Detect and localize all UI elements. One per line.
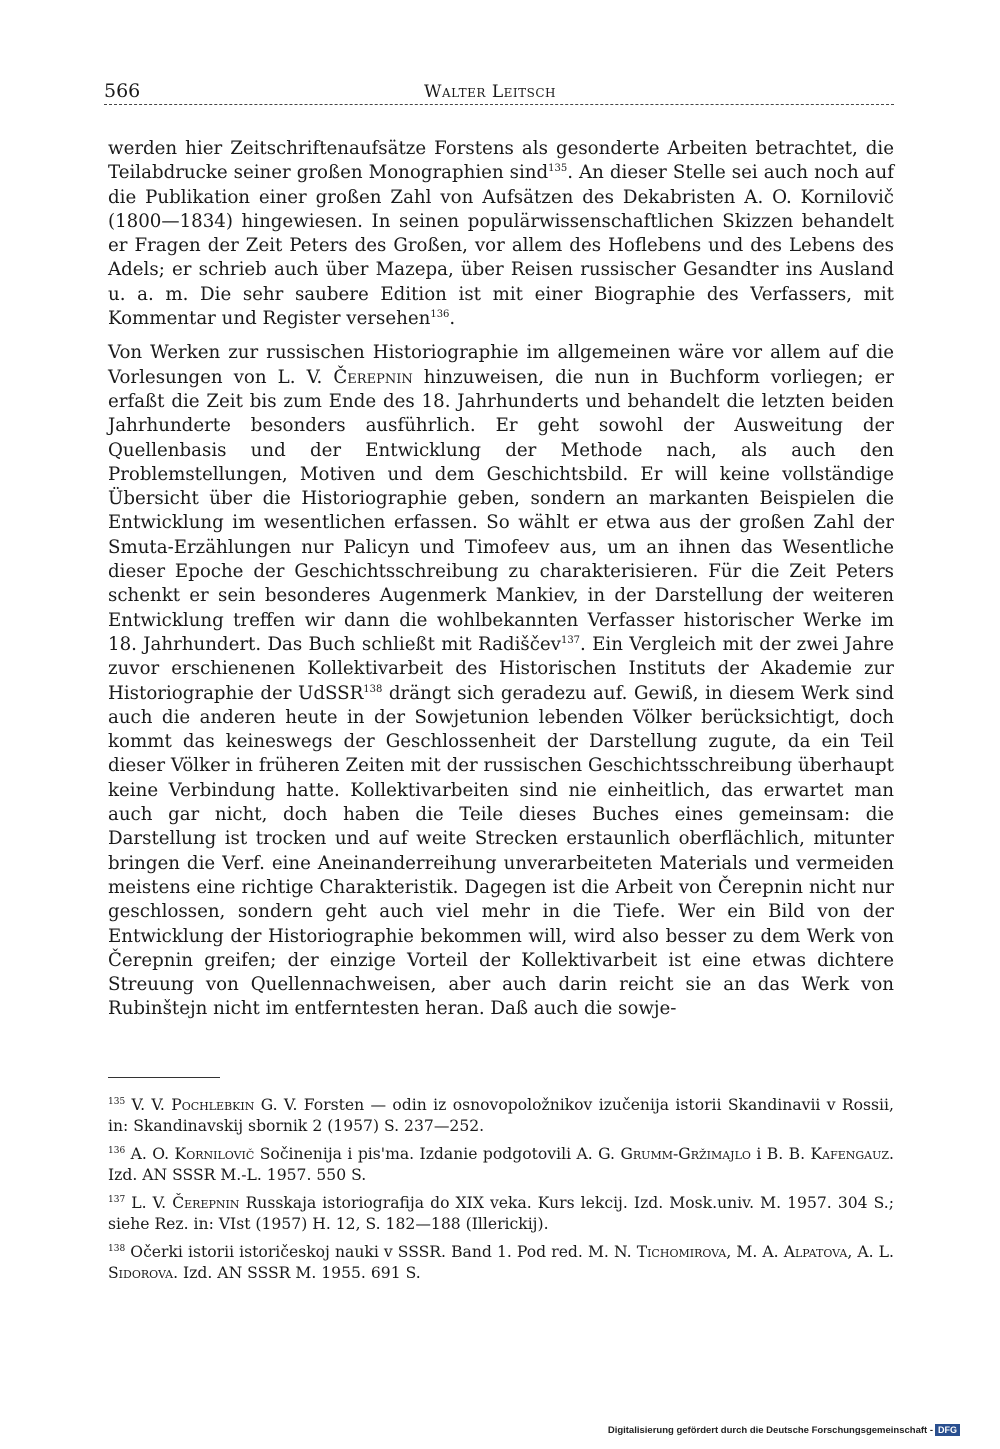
footnote-number: 137 <box>108 1194 126 1205</box>
paragraph-text: . Ein Vergleich mit der zwei Jahre zuvor erschienenen Kollektivarbeit des Historischen Instituts der Akademie zur Historiographie der UdSSR <box>108 633 894 704</box>
footnote-number: 136 <box>108 1145 126 1156</box>
paragraph-text: . <box>449 308 456 330</box>
footnote-ref: 138 <box>363 683 383 695</box>
footnote-text: L. V. <box>131 1194 173 1212</box>
paragraph-text: . An dieser Stelle sei auch noch auf die Publikation einer großen Zahl von Aufsätzen des Dekabristen A. O. Kornilovič (1800—1834) hingewiesen. In seinen populärwissenschaftlichen Skizzen behandelt er Fragen der Zeit Peters des Großen, vor allem des Hoflebens und des Lebens des Adels; er schrieb auch über Mazepa, über Reisen russischer Gesandter ins Ausland u. a. m. Die sehr saubere Edition ist mit einer Biographie des Verfassers, mit Kommentar und Register versehen <box>108 162 894 330</box>
footnote-author: Tichomirova <box>636 1243 727 1261</box>
footnote-author: Kafengauz <box>810 1145 890 1163</box>
footnote-text: Očerki istorii istoričeskoj nauki v SSSR. Band 1. Pod red. M. N. <box>130 1243 637 1261</box>
author-name: Čerepnin <box>333 366 413 388</box>
credit-text: Digitalisierung gefördert durch die Deutsche Forschungsgemeinschaft - <box>607 1425 933 1436</box>
footnote-text: A. O. <box>130 1145 175 1163</box>
footnote <box>108 1242 894 1284</box>
footnote <box>108 1144 894 1186</box>
footnote <box>108 1095 894 1137</box>
digitization-credit <box>608 1424 960 1436</box>
paragraph-text: Von Werken zur russischen Historiographie im allgemeinen wäre vor allem auf die Vorlesungen von L. V. <box>108 342 894 388</box>
footnote-number: 138 <box>108 1243 126 1254</box>
paragraph-text: drängt sich geradezu auf. Gewiß, in diesem Werk sind auch die anderen heute in der Sowjetunion lebenden Völker berücksichtigt, doch kommt das keineswegs der Geschlossenheit der Darstellung zugute, da ein Teil dieser Völker in früheren Zeiten mit der russischen Geschichtsschreibung überhaupt keine Verbindung hatte. Kollektivarbeiten sind nie einheitlich, das erwartet man auch gar nicht, doch haben die Teile dieses Buches eines gemeinsam: die Darstellung ist trocken und auf weite Strecken erstaunlich oberflächlich, mitunter bringen die Verf. eine Aneinanderreihung unverarbeiteten Materials und vermeiden meistens eine richtige Charakteristik. Dagegen ist die Arbeit von Čerepnin nicht nur geschlossen, sondern geht auch viel mehr in die Tiefe. Wer ein Bild von der Entwicklung der Historiographie bekommen will, wird also besser zu dem Werk von Čerepnin greifen; der einzige Vorteil der Kollektivarbeit ist eine etwas dichtere Streuung von Quellennachweisen, aber auch darin reicht sie an das Werk von Rubinštejn nicht im entferntesten heran. Daß auch die sowje- <box>108 682 895 1020</box>
page-number: 566 <box>104 80 141 102</box>
footnote-ref: 137 <box>560 634 581 646</box>
footnote-text: V. V. <box>131 1096 172 1114</box>
paragraph-text: hinzuweisen, die nun in Buchform vorliegen; er erfaßt die Zeit bis zum Ende des 18. Jahrhunderts und behandelt die letzten beiden Jahrhunderte besonders ausführlich. Er geht sowohl der Ausweitung der Quellenbasis und der Entwicklung der Methode nach, als auch den Problemstellungen, Motiven und dem Geschichtsbild. Er will keine vollständige Übersicht über die Historiographie geben, sondern an markanten Beispielen die Entwicklung im wesentlichen erfassen. So wählt er etwa aus der großen Zahl der Smuta-Erzählungen nur Palicyn und Timofeev aus, um an ihnen das Wesentliche dieser Epoche der Geschichtsschreibung zu charakterisieren. Für die Zeit Peters schenkt er sein besonderes Augenmerk Mankiev, in der Darstellung der weiteren Entwicklung treffen wir dann die wohlbekannten Verfasser historischer Werke im 18. Jahrhundert. Das Buch schließt mit Radiščev <box>108 366 894 655</box>
header-rule <box>104 104 894 105</box>
footnote-author: Čerepnin <box>172 1194 240 1212</box>
paragraph-text: werden hier Zeitschriftenaufsätze Forstens als gesonderte Arbeiten betrachtet, die Teilabdrucke seiner großen Monographien sind <box>108 138 894 184</box>
footnote-separator <box>108 1077 220 1078</box>
footnote <box>108 1193 894 1235</box>
paragraph <box>108 137 894 331</box>
page-header <box>104 80 894 106</box>
footnote-ref: 135 <box>548 163 568 175</box>
footnote-text: , M. A. <box>726 1243 784 1261</box>
footnotes <box>108 1095 894 1291</box>
footnote-author: Grumm-Gržimajlo <box>620 1145 751 1163</box>
footnote-author: Kornilovič <box>174 1145 255 1163</box>
footnote-author: Pochlebkin <box>171 1096 255 1114</box>
footnote-text: G. V. Forsten — odin iz osnovopoložnikov izučenija istorii Skandinavii v Rossii, in: Skandinavskij sbornik 2 (1957) S. 237—252. <box>108 1096 894 1135</box>
footnote-number: 135 <box>108 1096 126 1107</box>
footnote-text: Russkaja istoriografija do XIX veka. Kurs lekcij. Izd. Mosk.univ. M. 1957. 304 S.; siehe Rez. in: VIst (1957) H. 12, S. 182—188 (Illerickij). <box>108 1194 894 1233</box>
footnote-ref: 136 <box>430 309 450 321</box>
footnote-text: , A. L. <box>847 1243 894 1261</box>
footnote-text: . Izd. AN SSSR M.-L. 1957. 550 S. <box>108 1145 894 1184</box>
footnote-text: . Izd. AN SSSR M. 1955. 691 S. <box>173 1264 421 1282</box>
footnote-author: Sidorova <box>108 1264 174 1282</box>
footnote-text: Sočinenija i pis'ma. Izdanie podgotovili A. G. <box>254 1145 621 1163</box>
running-head: Walter Leitsch <box>424 82 556 102</box>
dfg-logo: DFG <box>935 1424 960 1436</box>
body-text <box>108 137 894 1022</box>
footnote-author: Alpatova <box>783 1243 848 1261</box>
footnote-text: i B. B. <box>750 1145 811 1163</box>
paragraph <box>108 341 894 1021</box>
